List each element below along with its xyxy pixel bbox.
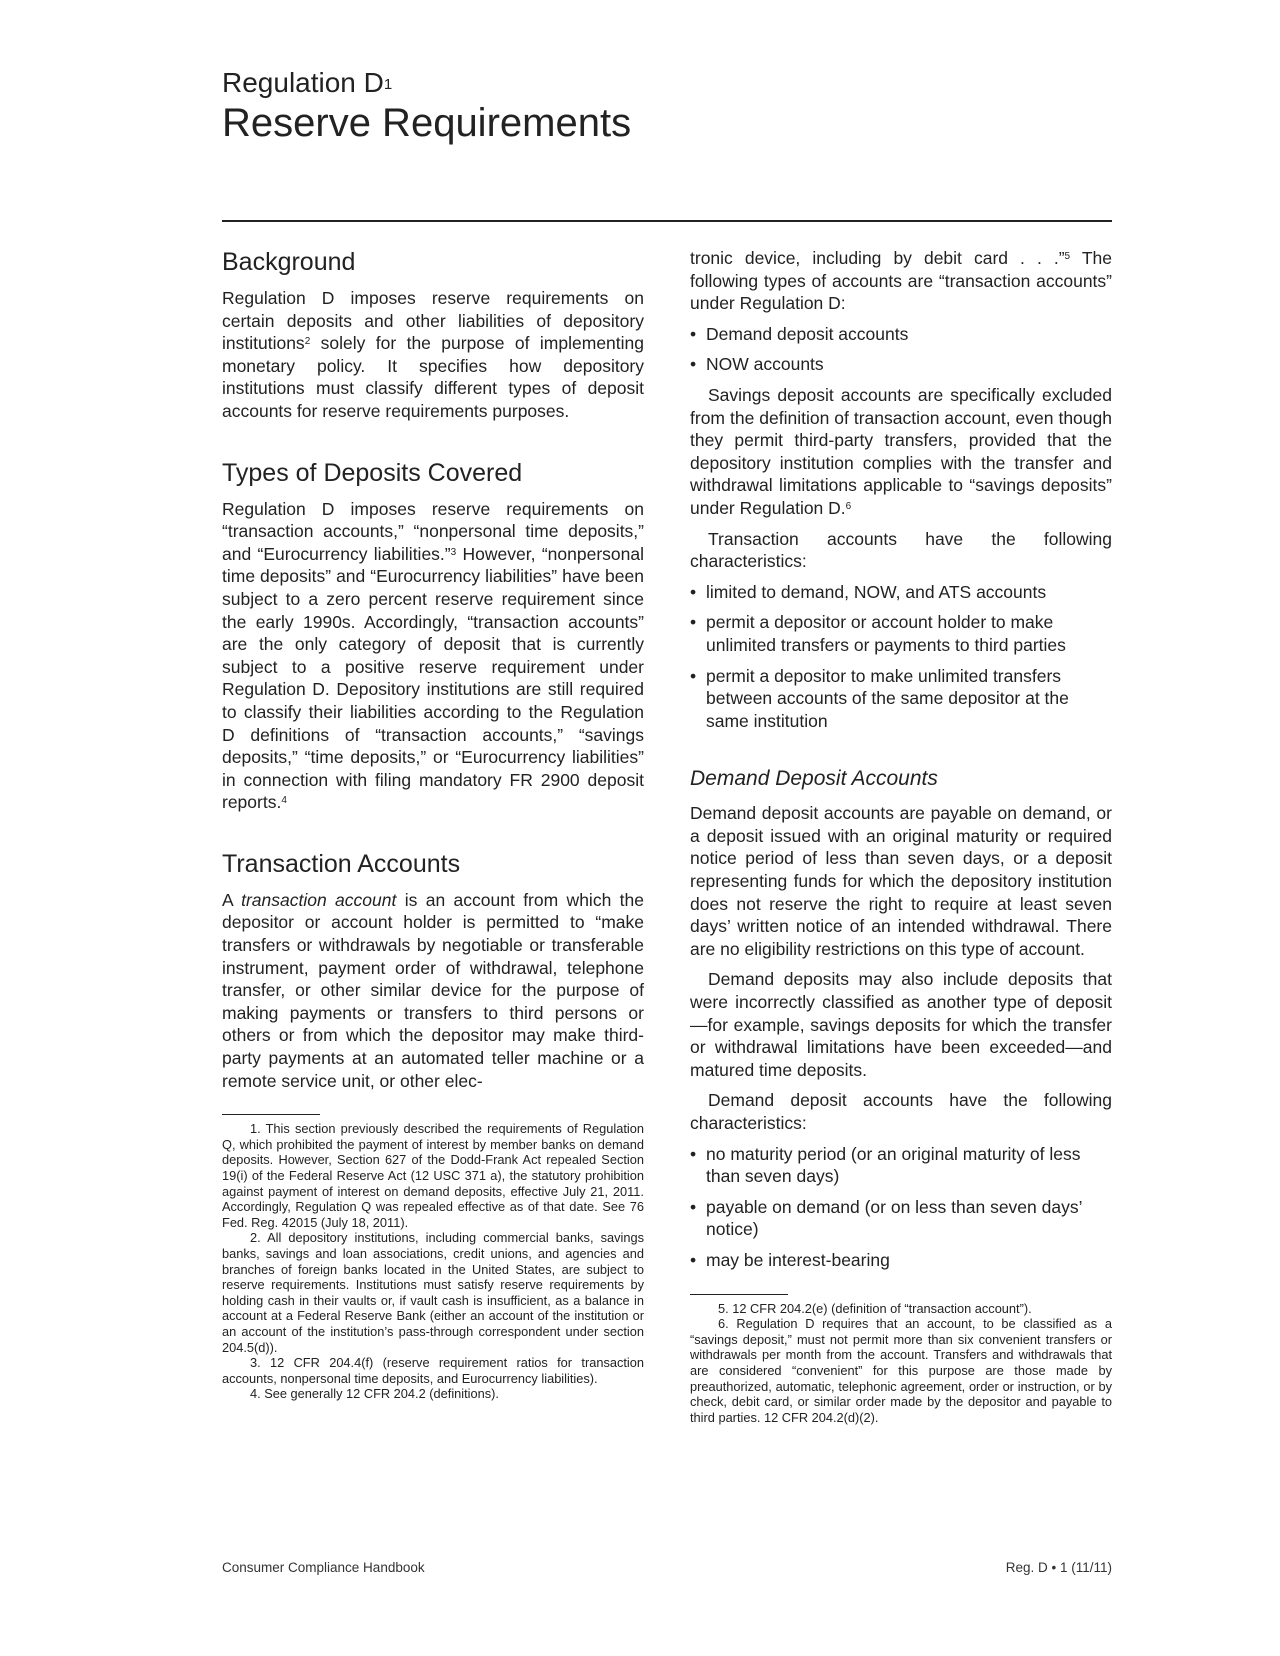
bullet-icon: • [690, 323, 697, 344]
footnote-ref-5: 5 [1064, 251, 1071, 262]
footnote-4: 4. See generally 12 CFR 204.2 (definitions). [250, 1386, 499, 1402]
list-item: • Demand deposit accounts [690, 323, 909, 344]
footnote-ref-3: 3 [450, 546, 457, 558]
bullet-icon: • [690, 581, 697, 602]
list-item: • NOW accounts [690, 354, 824, 375]
savings-paragraph: Savings deposit accounts are specifically excluded from the definition of transaction account, even though they permit third-party transfers, provided that the depository institution complies with the transfer and withdrawal limitations applicable to “savings deposits” under Regulation D.$^6$ [690, 384, 1112, 518]
background-heading: Background [222, 248, 356, 276]
title-divider [222, 220, 1112, 222]
demand-deposit-paragraph-3: Demand deposit accounts have the following characteristics: [690, 1090, 1112, 1133]
transaction-accounts-heading: Transaction Accounts [222, 849, 461, 878]
list-item: • limited to demand, NOW, and ATS accounts [690, 581, 1047, 602]
demand-deposit-heading: Demand Deposit Accounts [690, 767, 938, 791]
demand-deposit-paragraph-2: Demand deposits may also include deposits that were incorrectly classified as another type of deposit—for example, savings deposits for which the transfer or withdrawal limitations have been exceeded—and matured time deposits. [690, 969, 1112, 1080]
footnote-5: 5. 12 CFR 204.2(e) (definition of “transaction account”). [718, 1300, 1032, 1316]
footnote-1: 1. This section previously described the requirements of Regulation Q, which prohibited the payment of interest by member banks on demand deposits. However, Section 627 of the Dodd-Frank Act repealed Section 19(i) of the Federal Reserve Act (12 USC 371 a), the statutory prohibition against payment of interest on demand deposits, effective July 21, 2011. Accordingly, Regulation Q was repealed effective as of that date. See 76 Fed. Reg. 42015 (July 18, 2011). [222, 1121, 644, 1230]
bullet-icon: • [690, 354, 697, 375]
list-item: • permit a depositor to make unlimited transfers between accounts of the same depositor at the same institution [690, 665, 1069, 731]
footnote-ref-2: 2 [304, 336, 311, 348]
footer-handbook-title: Consumer Compliance Handbook [222, 1560, 425, 1575]
list-item: • permit a depositor or account holder to make unlimited transfers or payments to third parties [690, 612, 1066, 655]
list-item: • payable on demand (or on less than seven days’ notice) [690, 1196, 1082, 1240]
footnote-ref-1: 1 [383, 76, 393, 93]
right-column [690, 247, 1112, 1425]
footnotes-left [222, 1121, 644, 1402]
types-paragraph: Regulation D imposes reserve requirements on “transaction accounts,” “nonpersonal time deposits,” and “Eurocurrency liabilities.”$^3$ However, “nonpersonal time deposits” and “Eurocurrency liabilities” have been subject to a zero percent reserve requirement since the early 1990s. Accordingly, “transaction accounts” are the only category of deposit that is currently subject to a positive reserve requirement under Regulation D. Depository institutions are still required to classify their liabilities according to the Regulation D definitions of “transaction accounts,” “savings deposits,” “time deposits,” or “Eurocurrency liabilities” in connection with filing mandatory FR 2900 deposit reports.$^4$ [222, 498, 644, 813]
bullet-icon: • [690, 665, 697, 686]
demand-deposit-characteristics-list [690, 1143, 1112, 1272]
list-item: • no maturity period (or an original maturity of less than seven days) [690, 1143, 1081, 1187]
bullet-icon: • [690, 1143, 697, 1164]
footer-page-number: Reg. D • 1 (11/11) [1005, 1560, 1112, 1575]
transaction-characteristics-list [690, 581, 1112, 733]
background-paragraph: Regulation D imposes reserve requirements on certain deposits and other liabilities of depository institutions$^2$ solely for the purpose of implementing monetary policy. It specifies how depository institutions must classify different types of deposit accounts for reserve requirements purposes. [222, 288, 644, 421]
footnote-divider [222, 1114, 320, 1115]
bullet-icon: • [690, 612, 697, 633]
page-header [222, 66, 1112, 146]
footnote-6: 6. Regulation D requires that an account, to be classified as a “savings deposit,” must not permit more than six convenient transfers or withdrawals per month from the account. Transfers and withdrawals that are considered “convenient” for this purpose are those made by preauthorized, automatic, telephonic agreement, order or instruction, or by check, debit card, or similar order made by the depositor and payable to third parties. 12 CFR 204.2(d)(2). [690, 1316, 1112, 1425]
transaction-accounts-paragraph: A transaction account is an account from which the depositor or account holder is permitted to “make transfers or withdrawals by negotiable or transferable instrument, payment order of withdrawal, telephone transfer, or other similar device for the purpose of making payments or transfers to third persons or others or from which the depositor may make third-party payments at an automated teller machine or a remote service unit, or other elec- [222, 889, 644, 1091]
footnote-2: 2. All depository institutions, including commercial banks, savings banks, savings and loan associations, credit unions, and agencies and branches of foreign banks located in the United States, are subject to reserve requirements. Institutions must satisfy reserve requirements by holding cash in their vaults or, if vault cash is insufficient, as a balance in account at a Federal Reserve Bank (either an account of the institution or an account of the institution’s pass-through correspondent under section 204.5(d)). [222, 1230, 644, 1355]
types-heading: Types of Deposits Covered [222, 458, 523, 487]
bullet-icon: • [690, 1249, 697, 1270]
footnote-ref-4: 4 [281, 795, 287, 807]
page-title: Reserve Requirements [222, 101, 632, 145]
left-column [222, 247, 644, 1402]
footnotes-right [690, 1301, 1112, 1426]
continued-paragraph: tronic device, including by debit card . . .”$^5$ The following types of accounts are “transaction accounts” under Regulation D: [690, 248, 1112, 314]
footnote-3: 3. 12 CFR 204.4(f) (reserve requirement ratios for transaction accounts, nonpersonal time deposits, and Eurocurrency liabilities). [222, 1355, 644, 1386]
transaction-account-types-list [690, 323, 1112, 376]
footnote-ref-6: 6 [845, 500, 852, 512]
demand-deposit-paragraph-1: Demand deposit accounts are payable on demand, or a deposit issued with an original maturity or required notice period of less than seven days, or a deposit representing funds for which the depository institution does not reserve the right to require at least seven days’ written notice of an intended withdrawal. There are no eligibility restrictions on this type of account. [690, 803, 1112, 959]
footnote-divider [690, 1294, 788, 1295]
regulation-title: Regulation $D^1$ [222, 67, 393, 98]
list-item: • may be interest-bearing [690, 1249, 890, 1270]
characteristics-paragraph: Transaction accounts have the following characteristics: [690, 528, 1112, 572]
bullet-icon: • [690, 1196, 697, 1217]
